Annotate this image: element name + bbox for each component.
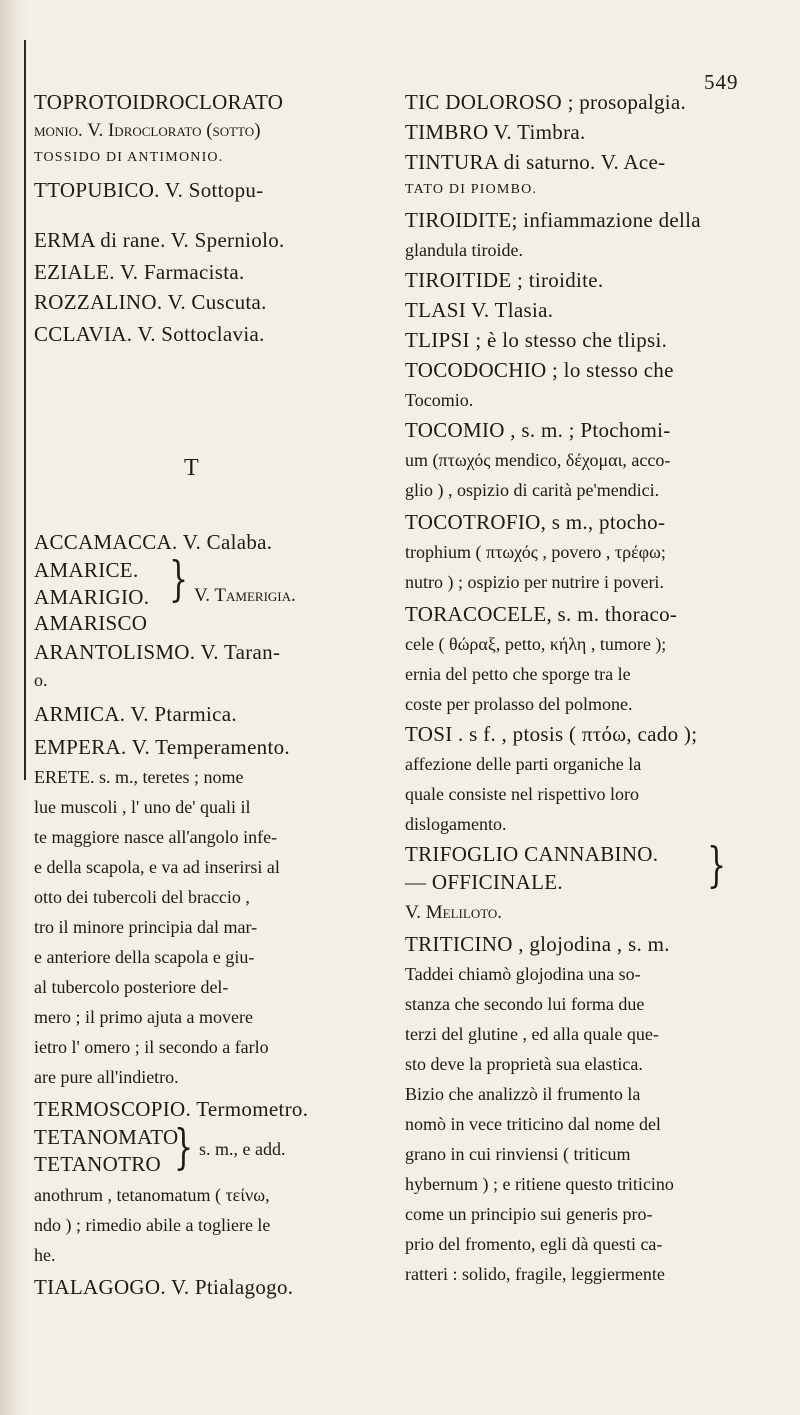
right-line: TRIFOGLIO CANNABINO. [405,842,659,866]
left-line: TERMOSCOPIO. Termometro. [34,1097,309,1121]
right-line: quale consiste nel rispettivo loro [405,784,639,804]
right-line: TLIPSI ; è lo stesso che tlipsi. [405,328,668,352]
page-number: 549 [704,70,739,94]
left-line: TTOPUBICO. V. Sottopu- [34,178,264,202]
right-line: TIC DOLOROSO ; prosopalgia. [405,90,687,114]
right-line: cele ( θώραξ, petto, κήλη , tumore ); [405,634,667,654]
left-line: ERMA di rane. V. Sperniolo. [34,228,285,252]
right-line: grano in cui rinviensi ( triticum [405,1144,631,1164]
left-line: ROZZALINO. V. Cuscuta. [34,290,267,314]
left-line: ndo ) ; rimedio abile a togliere le [34,1215,271,1235]
brace-3: } [707,838,727,894]
left-line: tro il minore principia dal mar- [34,917,258,937]
left-margin-rule [24,40,26,780]
right-line: um (πτωχός mendico, δέχομαι, acco- [405,450,671,470]
right-line: hybernum ) ; e ritiene questo triticino [405,1174,674,1194]
left-line: anothrum , tetanomatum ( τείνω, [34,1185,270,1205]
right-line: TRITICINO , glojodina , s. m. [405,932,670,956]
left-line: o. [34,670,48,690]
right-line: TINTURA di saturno. V. Ace- [405,150,666,174]
right-line: terzi del glutine , ed alla quale que- [405,1024,659,1044]
brace-1: } [169,552,189,608]
right-line: TOCODOCHIO ; lo stesso che [405,358,674,382]
right-line: V. Meliloto. [405,902,503,923]
right-line: affezione delle parti organiche la [405,754,642,774]
right-line: ratteri : solido, fragile, leggiermente [405,1264,665,1284]
left-line: e anteriore della scapola e giu- [34,947,255,967]
right-line: — OFFICINALE. [405,870,563,894]
left-line: AMARIGIO. [34,585,150,609]
left-line: ARMICA. V. Ptarmica. [34,702,237,726]
right-line: coste per prolasso del polmone. [405,694,633,714]
right-line: sto deve la proprietà sua elastica. [405,1054,643,1074]
brace-1-target: V. Tamerigia. [194,585,296,606]
left-line: lue muscoli , l' uno de' quali il [34,797,251,817]
left-line: al tubercolo posteriore del- [34,977,229,997]
left-line: are pure all'indietro. [34,1067,179,1087]
right-line: stanza che secondo lui forma due [405,994,645,1014]
right-line: Bizio che analizzò il frumento la [405,1084,641,1104]
left-line: AMARICE. [34,558,139,582]
right-line: TOCOTROFIO, s m., ptocho- [405,510,666,534]
right-line: dislogamento. [405,814,507,834]
left-line: he. [34,1245,56,1265]
left-line: ARANTOLISMO. V. Taran- [34,640,281,664]
right-line: Tocomio. [405,390,474,410]
left-line: EMPERA. V. Temperamento. [34,735,290,759]
left-line: mero ; il primo ajuta a movere [34,1007,253,1027]
left-line: TETANOTRO [34,1152,161,1176]
left-line: TIALAGOGO. V. Ptialagogo. [34,1275,294,1299]
left-line: EZIALE. V. Farmacista. [34,260,245,284]
left-line: ACCAMACCA. V. Calaba. [34,530,273,554]
right-line: TOCOMIO , s. m. ; Ptochomi- [405,418,671,442]
section-letter: T [184,455,199,481]
brace-2-target: s. m., e add. [199,1139,286,1159]
left-line: AMARISCO [34,611,148,635]
left-line: TOPROTOIDROCLORATO [34,90,284,114]
left-line: TETANOMATO [34,1125,179,1149]
brace-2: } [174,1120,194,1176]
right-line: TIMBRO V. Timbra. [405,120,586,144]
left-line: TOSSIDO DI ANTIMONIO. [34,150,224,165]
right-line: nutro ) ; ospizio per nutrire i poveri. [405,572,664,592]
right-line: TIROIDITE; infiammazione della [405,208,701,232]
left-line: te maggiore nasce all'angolo infe- [34,827,278,847]
right-line: TATO DI PIOMBO. [405,182,538,197]
right-line: TLASI V. Tlasia. [405,298,554,322]
left-line: CCLAVIA. V. Sottoclavia. [34,322,265,346]
left-line: ietro l' omero ; il secondo a farlo [34,1037,269,1057]
left-line: ERETE. s. m., teretes ; nome [34,767,244,787]
right-line: nomò in vece triticino dal nome del [405,1114,661,1134]
right-line: glio ) , ospizio di carità pe'mendici. [405,480,660,500]
right-line: prio del fromento, egli dà questi ca- [405,1234,663,1254]
right-line: TOSI . s f. , ptosis ( πτόω, cado ); [405,722,698,746]
right-line: TIROITIDE ; tiroidite. [405,268,604,292]
right-line: trophium ( πτωχός , povero , τρέφω; [405,542,666,562]
right-line: TORACOCELE, s. m. thoraco- [405,602,678,626]
right-line: come un principio sui generis pro- [405,1204,653,1224]
right-line: Taddei chiamò glojodina una so- [405,964,641,984]
left-line: otto dei tubercoli del braccio , [34,887,250,907]
right-line: glandula tiroide. [405,240,523,260]
left-line: e della scapola, e va ad inserirsi al [34,857,280,877]
right-line: ernia del petto che sporge tra le [405,664,631,684]
left-line: monio. V. Idroclorato (sotto) [34,120,261,141]
